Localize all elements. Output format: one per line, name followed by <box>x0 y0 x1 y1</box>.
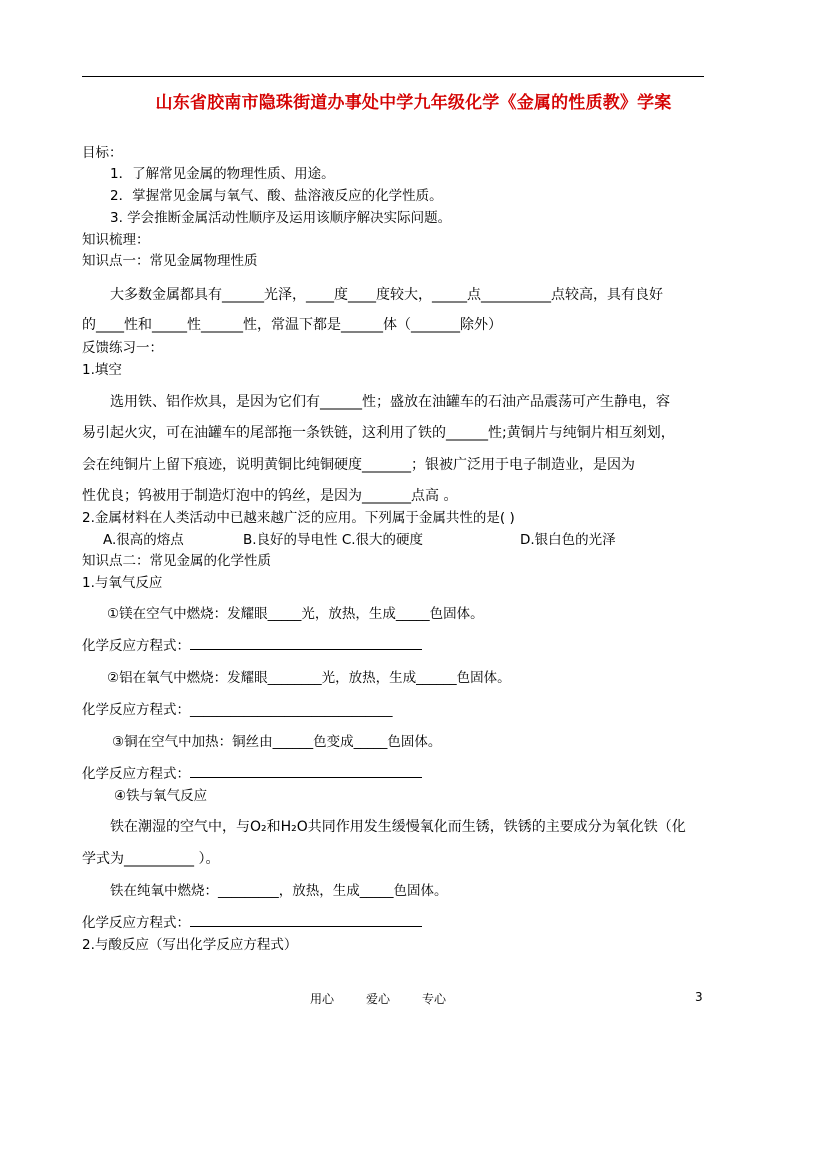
iron-burning: 铁在纯氧中燃烧：_________，放热，生成_____色固体。 <box>110 883 448 899</box>
copper-heating: ③铜在空气中加热：铜丝由______色变成_____色固体。 <box>112 734 442 750</box>
acid-reaction-heading: 2.与酸反应（写出化学反应方程式） <box>82 937 298 953</box>
q2-option-d: D.银白色的光泽 <box>520 532 616 548</box>
goal-item-1: 1．了解常见金属的物理性质、用途。 <box>110 166 335 182</box>
iron-rust-line-1: 铁在潮湿的空气中，与O₂和H₂O共同作用发生缓慢氧化而生锈，铁锈的主要成分为氧化铁（化 <box>110 819 686 835</box>
page-number: 3 <box>695 990 703 1004</box>
question-1-label: 1.填空 <box>82 362 122 378</box>
document-title: 山东省胶南市隐珠街道办事处中学九年级化学《金属的性质教》学案 <box>155 93 672 113</box>
goals-heading: 目标： <box>82 145 123 161</box>
feedback-heading: 反馈练习一： <box>82 340 163 356</box>
knowledge-point-2: 知识点二：常见金属的化学性质 <box>82 553 271 569</box>
knowledge-point-1: 知识点一：常见金属物理性质 <box>82 253 258 269</box>
equation-label-fe: 化学反应方程式： <box>82 914 422 932</box>
q1-line-4: 性优良；钨被用于制造灯泡中的钨丝，是因为_______点高 。 <box>82 488 458 504</box>
magnesium-burning: ①镁在空气中燃烧：发耀眼_____光，放热，生成_____色固体。 <box>107 606 484 622</box>
oxygen-reaction-heading: 1.与氧气反应 <box>82 575 163 591</box>
iron-rust-line-2: 学式为__________ ）。 <box>82 851 220 867</box>
header-rule <box>82 76 704 77</box>
knowledge-heading: 知识梳理： <box>82 232 150 248</box>
q1-line-3: 会在纯铜片上留下痕迹，说明黄铜比纯铜硬度_______；银被广泛用于电子制造业，是因为 <box>82 457 635 473</box>
goal-item-2: 2．掌握常见金属与氧气、酸、盐溶液反应的化学性质。 <box>110 188 443 204</box>
equation-label-al: 化学反应方程式：______________________________ <box>82 702 393 718</box>
q1-line-2: 易引起火灾，可在油罐车的尾部拖一条铁链，这利用了铁的______性;黄铜片与纯铜片相互刻划， <box>82 425 675 441</box>
q1-line-1: 选用铁、铝作炊具，是因为它们有______性；盛放在油罐车的石油产品震荡可产生静电，容 <box>110 394 670 410</box>
question-2: 2.金属材料在人类活动中已越来越广泛的应用。下列属于金属共性的是( ) <box>82 510 515 526</box>
q2-option-a: A.很高的熔点 <box>103 532 184 548</box>
goal-item-3: 3. 学会推断金属活动性顺序及运用该顺序解决实际问题。 <box>110 210 452 226</box>
footer-item-1: 用心 <box>310 992 335 1006</box>
equation-label-mg: 化学反应方程式： <box>82 637 422 655</box>
footer-item-3: 专心 <box>422 992 447 1006</box>
physical-para-line-2: 的____性和_____性______性，常温下都是______体（_______除外） <box>82 317 502 333</box>
physical-para-line-1: 大多数金属都具有______光泽，____度____度较大，_____点__________点较高，具有良好 <box>110 287 663 303</box>
aluminum-burning: ②铝在氧气中燃烧：发耀眼________光，放热，生成______色固体。 <box>107 670 511 686</box>
equation-label-cu: 化学反应方程式： <box>82 765 422 783</box>
iron-oxygen-heading: ④铁与氧气反应 <box>114 788 208 804</box>
footer-item-2: 爱心 <box>366 992 391 1006</box>
q2-option-bc: B.良好的导电性 C.很大的硬度 <box>243 532 424 548</box>
